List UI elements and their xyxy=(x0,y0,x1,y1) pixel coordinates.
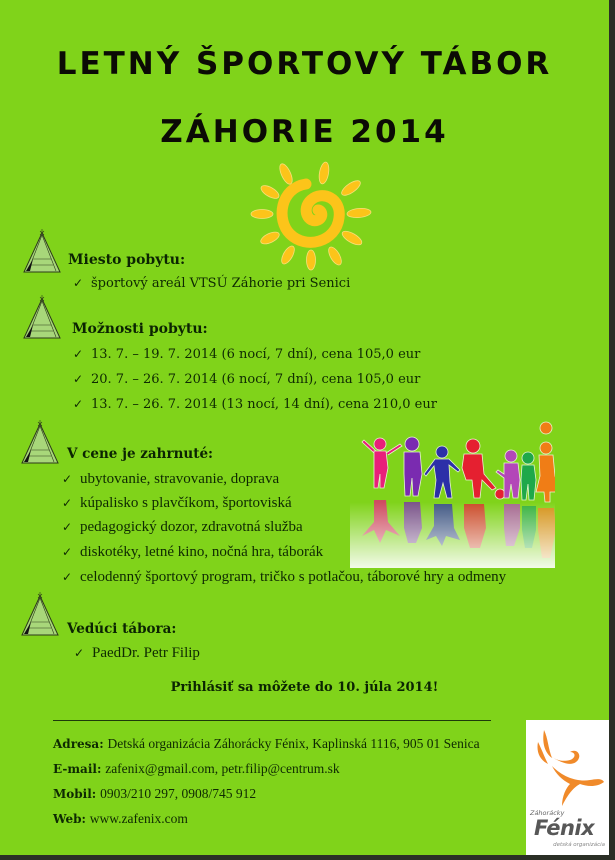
contact-email xyxy=(53,761,340,777)
poster-title-line2: ZÁHORIE 2014 xyxy=(160,114,449,150)
list-item xyxy=(73,276,350,291)
logo-text-big: Fénix xyxy=(534,816,595,840)
check-icon: ✓ xyxy=(73,276,84,290)
check-icon: ✓ xyxy=(62,472,73,486)
contact-web xyxy=(53,811,188,827)
list-item xyxy=(62,544,323,561)
check-icon: ✓ xyxy=(73,347,84,361)
logo-text-small: Záhorácky xyxy=(530,809,565,817)
section-heading-location: Miesto pobytu: xyxy=(68,252,186,268)
contact-address xyxy=(53,736,480,752)
list-item-text: celodenný športový program, tričko s potlačou, táborové hry a odmeny xyxy=(80,569,507,585)
divider xyxy=(53,720,491,721)
teepee-icon xyxy=(20,295,64,341)
list-item xyxy=(62,519,303,536)
phoenix-icon xyxy=(530,726,606,808)
check-icon: ✓ xyxy=(62,496,73,510)
contact-mobile-value: 0903/210 297, 0908/745 912 xyxy=(100,786,257,801)
list-item-text: 20. 7. – 26. 7. 2014 (6 nocí, 7 dní), cena 105,0 eur xyxy=(91,372,421,387)
check-icon: ✓ xyxy=(62,545,73,559)
list-item xyxy=(62,495,292,512)
check-icon: ✓ xyxy=(73,397,84,411)
teepee-icon xyxy=(18,592,62,638)
contact-web-label: Web: xyxy=(53,812,86,826)
contact-email-label: E-mail: xyxy=(53,762,102,776)
check-icon: ✓ xyxy=(62,570,73,584)
list-item xyxy=(74,645,200,662)
logo-text-sub: detská organizácia xyxy=(553,842,605,848)
list-item xyxy=(73,347,420,362)
contact-mobile xyxy=(53,786,256,802)
list-item xyxy=(73,397,437,412)
teepee-icon xyxy=(20,229,64,275)
list-item xyxy=(62,471,279,488)
registration-deadline: Prihlásiť sa môžete do 10. júla 2014! xyxy=(170,680,439,695)
list-item-text: PaedDr. Petr Filip xyxy=(92,645,200,661)
list-item-text: diskotéky, letné kino, nočná hra, táborák xyxy=(80,544,324,560)
list-item-text: 13. 7. – 26. 7. 2014 (13 nocí, 14 dní), cena 210,0 eur xyxy=(91,397,437,412)
fenix-logo xyxy=(526,720,609,855)
list-item-text: kúpalisko s plavčíkom, športoviská xyxy=(80,495,292,511)
list-item-text: športový areál VTSÚ Záhorie pri Senici xyxy=(91,276,351,291)
list-item-text: 13. 7. – 19. 7. 2014 (6 nocí, 7 dní), cena 105,0 eur xyxy=(91,347,421,362)
list-item xyxy=(62,569,506,586)
list-item xyxy=(73,372,420,387)
contact-address-label: Adresa: xyxy=(53,737,104,751)
list-item-text: ubytovanie, stravovanie, doprava xyxy=(80,471,280,487)
section-heading-included: V cene je zahrnuté: xyxy=(67,446,214,462)
section-heading-options: Možnosti pobytu: xyxy=(72,321,208,337)
check-icon: ✓ xyxy=(73,372,84,386)
contact-mobile-label: Mobil: xyxy=(53,787,97,801)
contact-web-value[interactable]: www.zafenix.com xyxy=(89,811,188,826)
sun-icon xyxy=(248,160,373,272)
children-silhouettes-icon xyxy=(350,418,555,568)
check-icon: ✓ xyxy=(74,646,85,660)
section-heading-leader: Vedúci tábora: xyxy=(67,621,177,637)
contact-email-value[interactable]: zafenix@gmail.com, petr.filip@centrum.sk xyxy=(105,761,340,776)
poster-title-line1: LETNÝ ŠPORTOVÝ TÁBOR xyxy=(56,46,553,82)
list-item-text: pedagogický dozor, zdravotná služba xyxy=(80,519,303,535)
contact-address-value: Detská organizácia Záhorácky Fénix, Kaplinská 1116, 905 01 Senica xyxy=(107,736,480,751)
teepee-icon xyxy=(18,420,62,466)
check-icon: ✓ xyxy=(62,520,73,534)
